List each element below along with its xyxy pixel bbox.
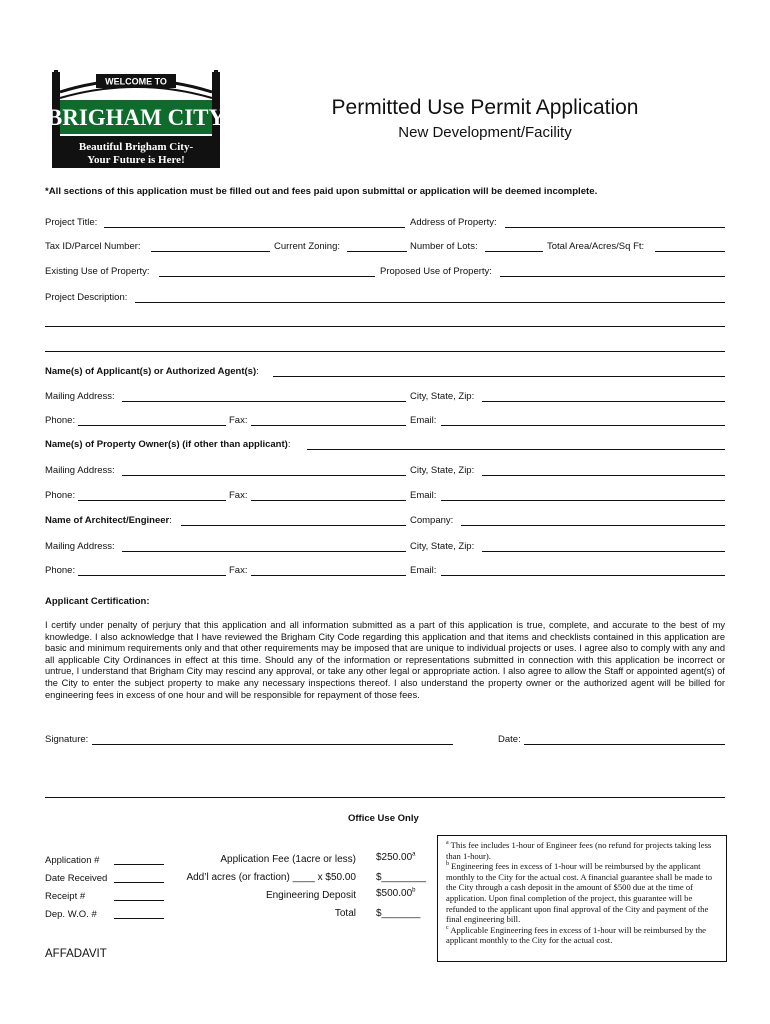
total-area-label: Total Area/Acres/Sq Ft: bbox=[547, 241, 645, 252]
engineering-deposit-value bbox=[376, 888, 416, 899]
applicant-names-colon: : bbox=[256, 366, 259, 377]
architect-field[interactable] bbox=[181, 525, 406, 526]
fee-note-b-marker: b bbox=[446, 861, 449, 868]
architect-fax-field[interactable] bbox=[251, 575, 406, 576]
architect-fax-label: Fax: bbox=[229, 565, 248, 576]
current-zoning-field[interactable] bbox=[347, 251, 407, 252]
signature-field[interactable] bbox=[92, 744, 453, 745]
applicant-names-text: Name(s) of Applicant(s) or Authorized Agent(s) bbox=[45, 366, 257, 377]
architect-colon: : bbox=[169, 515, 172, 526]
applicant-email-label: Email: bbox=[410, 415, 437, 426]
number-of-lots-label: Number of Lots: bbox=[410, 241, 478, 252]
applicant-phone-label: Phone: bbox=[45, 415, 76, 426]
date-field[interactable] bbox=[524, 744, 725, 745]
current-zoning-label: Current Zoning: bbox=[274, 241, 341, 252]
certification-heading: Applicant Certification: bbox=[45, 596, 150, 607]
tax-id-field[interactable] bbox=[151, 251, 270, 252]
company-label: Company: bbox=[410, 515, 454, 526]
architect-city-label: City, State, Zip: bbox=[410, 541, 475, 552]
fee-notes-box bbox=[437, 835, 727, 962]
architect-city-field[interactable] bbox=[482, 551, 725, 552]
owner-names-text: Name(s) of Property Owner(s) (if other than applicant) bbox=[45, 439, 288, 450]
signature-label: Signature: bbox=[45, 734, 89, 745]
page-subtitle: New Development/Facility bbox=[398, 124, 572, 141]
architect-phone-label: Phone: bbox=[45, 565, 76, 576]
office-use-heading: Office Use Only bbox=[348, 813, 419, 824]
logo-city-text: BRIGHAM CITY bbox=[52, 105, 220, 130]
address-label: Address of Property: bbox=[410, 217, 497, 228]
applicant-mailing-label: Mailing Address: bbox=[45, 391, 115, 402]
logo-tagline-1: Beautiful Brigham City- bbox=[78, 141, 194, 153]
architect-label bbox=[45, 515, 172, 526]
architect-text: Name of Architect/Engineer bbox=[45, 515, 170, 526]
certification-body: I certify under penalty of perjury that this application and all information submitted as a part of this application is true, complete, and accurate to the best of my knowledge. I also acknowledge that I have reviewed the Brigham City Code regarding this application and that items and checklists contained in this application are basic and minimum requirements only and that other requirements may be imposed that are unique to individual projects or uses. I agree also to comply with any and all applicable City Ordinances in effect at this time. Should any of the information or representations submitted in connection with this application be incorrect or untrue, I understand that Brigham City may rescind any approval, or take any other legal or appropriate action. I also agree to allow the Staff or appointed agent(s) of the City to enter the subject property to make any necessary inspections thereof. I also understand the property owner or the authorized agent will be billed for engineering fees in excess of one hour and will be responsible for repayment of those fees. bbox=[45, 620, 725, 700]
dep-wo-label: Dep. W.O. # bbox=[45, 909, 97, 920]
fee-note-a-marker: a bbox=[446, 840, 449, 847]
application-fee-label: Application Fee (1acre or less) bbox=[220, 854, 356, 865]
owner-fax-label: Fax: bbox=[229, 490, 248, 501]
project-description-line-3[interactable] bbox=[45, 351, 725, 352]
owner-phone-field[interactable] bbox=[78, 500, 226, 501]
company-field[interactable] bbox=[461, 525, 725, 526]
application-fee-footnote: a bbox=[412, 851, 416, 858]
address-field[interactable] bbox=[505, 227, 725, 228]
logo-graphic bbox=[52, 70, 220, 168]
receipt-number-field[interactable] bbox=[114, 900, 164, 901]
engineering-deposit-label: Engineering Deposit bbox=[265, 890, 356, 901]
office-divider bbox=[45, 797, 725, 798]
owner-names-field[interactable] bbox=[307, 449, 725, 450]
page-title: Permitted Use Permit Application bbox=[331, 96, 639, 119]
applicant-mailing-field[interactable] bbox=[122, 401, 406, 402]
architect-email-label: Email: bbox=[410, 565, 437, 576]
applicant-fax-field[interactable] bbox=[251, 425, 406, 426]
application-fee-value bbox=[376, 852, 416, 863]
fee-note-a-text: This fee includes 1-hour of Engineer fees (no refund for projects taking less than 1-hour). bbox=[446, 840, 712, 861]
date-label: Date: bbox=[498, 734, 521, 745]
owner-names-colon: : bbox=[287, 439, 291, 450]
fee-note-c-text: Applicable Engineering fees in excess of 1-hour will be reimbursed by the applicant monthly to the City for the actual cost. bbox=[446, 924, 706, 946]
project-title-field[interactable] bbox=[104, 227, 405, 228]
dep-wo-field[interactable] bbox=[114, 918, 164, 919]
tax-id-label: Tax ID/Parcel Number: bbox=[45, 241, 141, 252]
fee-note-b-text: Engineering fees in excess of 1-hour will be reimbursed by the applicant monthly to the City for the actual cost. A financial guarantee shall be made to the City through a cash deposit in the amount of $500 due at the time of application. Upon final completion of the project, this guarantee will be refunded to the applicant upon final approval of the City and payment of the final engineering bill. bbox=[446, 861, 713, 925]
additional-acres-label: Add’l acres (or fraction) ____ x $50.00 bbox=[186, 872, 356, 883]
existing-use-label: Existing Use of Property: bbox=[45, 266, 150, 277]
existing-use-field[interactable] bbox=[159, 276, 375, 277]
architect-mailing-field[interactable] bbox=[122, 551, 406, 552]
engineering-deposit-footnote: b bbox=[412, 887, 416, 894]
date-received-field[interactable] bbox=[114, 882, 164, 883]
applicant-city-field[interactable] bbox=[482, 401, 725, 402]
project-description-line-2[interactable] bbox=[45, 326, 725, 327]
application-fee-amount: $250.00 bbox=[376, 852, 413, 863]
project-description-line-1[interactable] bbox=[135, 302, 725, 303]
owner-mailing-field[interactable] bbox=[122, 475, 406, 476]
applicant-names-field[interactable] bbox=[273, 376, 725, 377]
total-area-field[interactable] bbox=[655, 251, 725, 252]
fee-note-a bbox=[446, 840, 721, 861]
total-value[interactable]: $_______ bbox=[376, 908, 421, 919]
logo-tagline-2: Your Future is Here! bbox=[87, 154, 185, 166]
owner-city-field[interactable] bbox=[482, 475, 725, 476]
brigham-city-logo bbox=[52, 70, 220, 168]
date-received-label: Date Received bbox=[45, 873, 108, 884]
fee-note-c bbox=[446, 925, 721, 946]
proposed-use-label: Proposed Use of Property: bbox=[380, 266, 492, 277]
additional-acres-value[interactable]: $________ bbox=[376, 872, 427, 883]
application-number-label: Application # bbox=[45, 855, 100, 866]
owner-email-field[interactable] bbox=[441, 500, 725, 501]
notice-text: *All sections of this application must be filled out and fees paid upon submittal or application will be deemed incomplete. bbox=[45, 186, 598, 197]
architect-mailing-label: Mailing Address: bbox=[45, 541, 115, 552]
application-number-field[interactable] bbox=[114, 864, 164, 865]
total-label: Total bbox=[334, 908, 356, 919]
fee-note-b bbox=[446, 861, 721, 925]
applicant-phone-field[interactable] bbox=[78, 425, 226, 426]
applicant-fax-label: Fax: bbox=[229, 415, 248, 426]
receipt-number-label: Receipt # bbox=[45, 891, 86, 902]
owner-fax-field[interactable] bbox=[251, 500, 406, 501]
engineering-deposit-amount: $500.00 bbox=[376, 888, 413, 899]
owner-mailing-label: Mailing Address: bbox=[45, 465, 115, 476]
architect-email-field[interactable] bbox=[441, 575, 725, 576]
owner-city-label: City, State, Zip: bbox=[410, 465, 475, 476]
project-description-label: Project Description: bbox=[45, 292, 128, 303]
fee-note-c-marker: c bbox=[446, 924, 449, 931]
architect-phone-field[interactable] bbox=[78, 575, 226, 576]
applicant-city-label: City, State, Zip: bbox=[410, 391, 475, 402]
owner-email-label: Email: bbox=[410, 490, 437, 501]
number-of-lots-field[interactable] bbox=[485, 251, 543, 252]
owner-phone-label: Phone: bbox=[45, 490, 76, 501]
proposed-use-field[interactable] bbox=[500, 276, 725, 277]
owner-names-label bbox=[45, 439, 290, 450]
logo-welcome-text: WELCOME TO bbox=[105, 76, 167, 87]
project-title-label: Project Title: bbox=[45, 217, 98, 228]
applicant-email-field[interactable] bbox=[441, 425, 725, 426]
applicant-names-label bbox=[45, 366, 259, 377]
affadavit-heading: AFFADAVIT bbox=[45, 948, 107, 960]
